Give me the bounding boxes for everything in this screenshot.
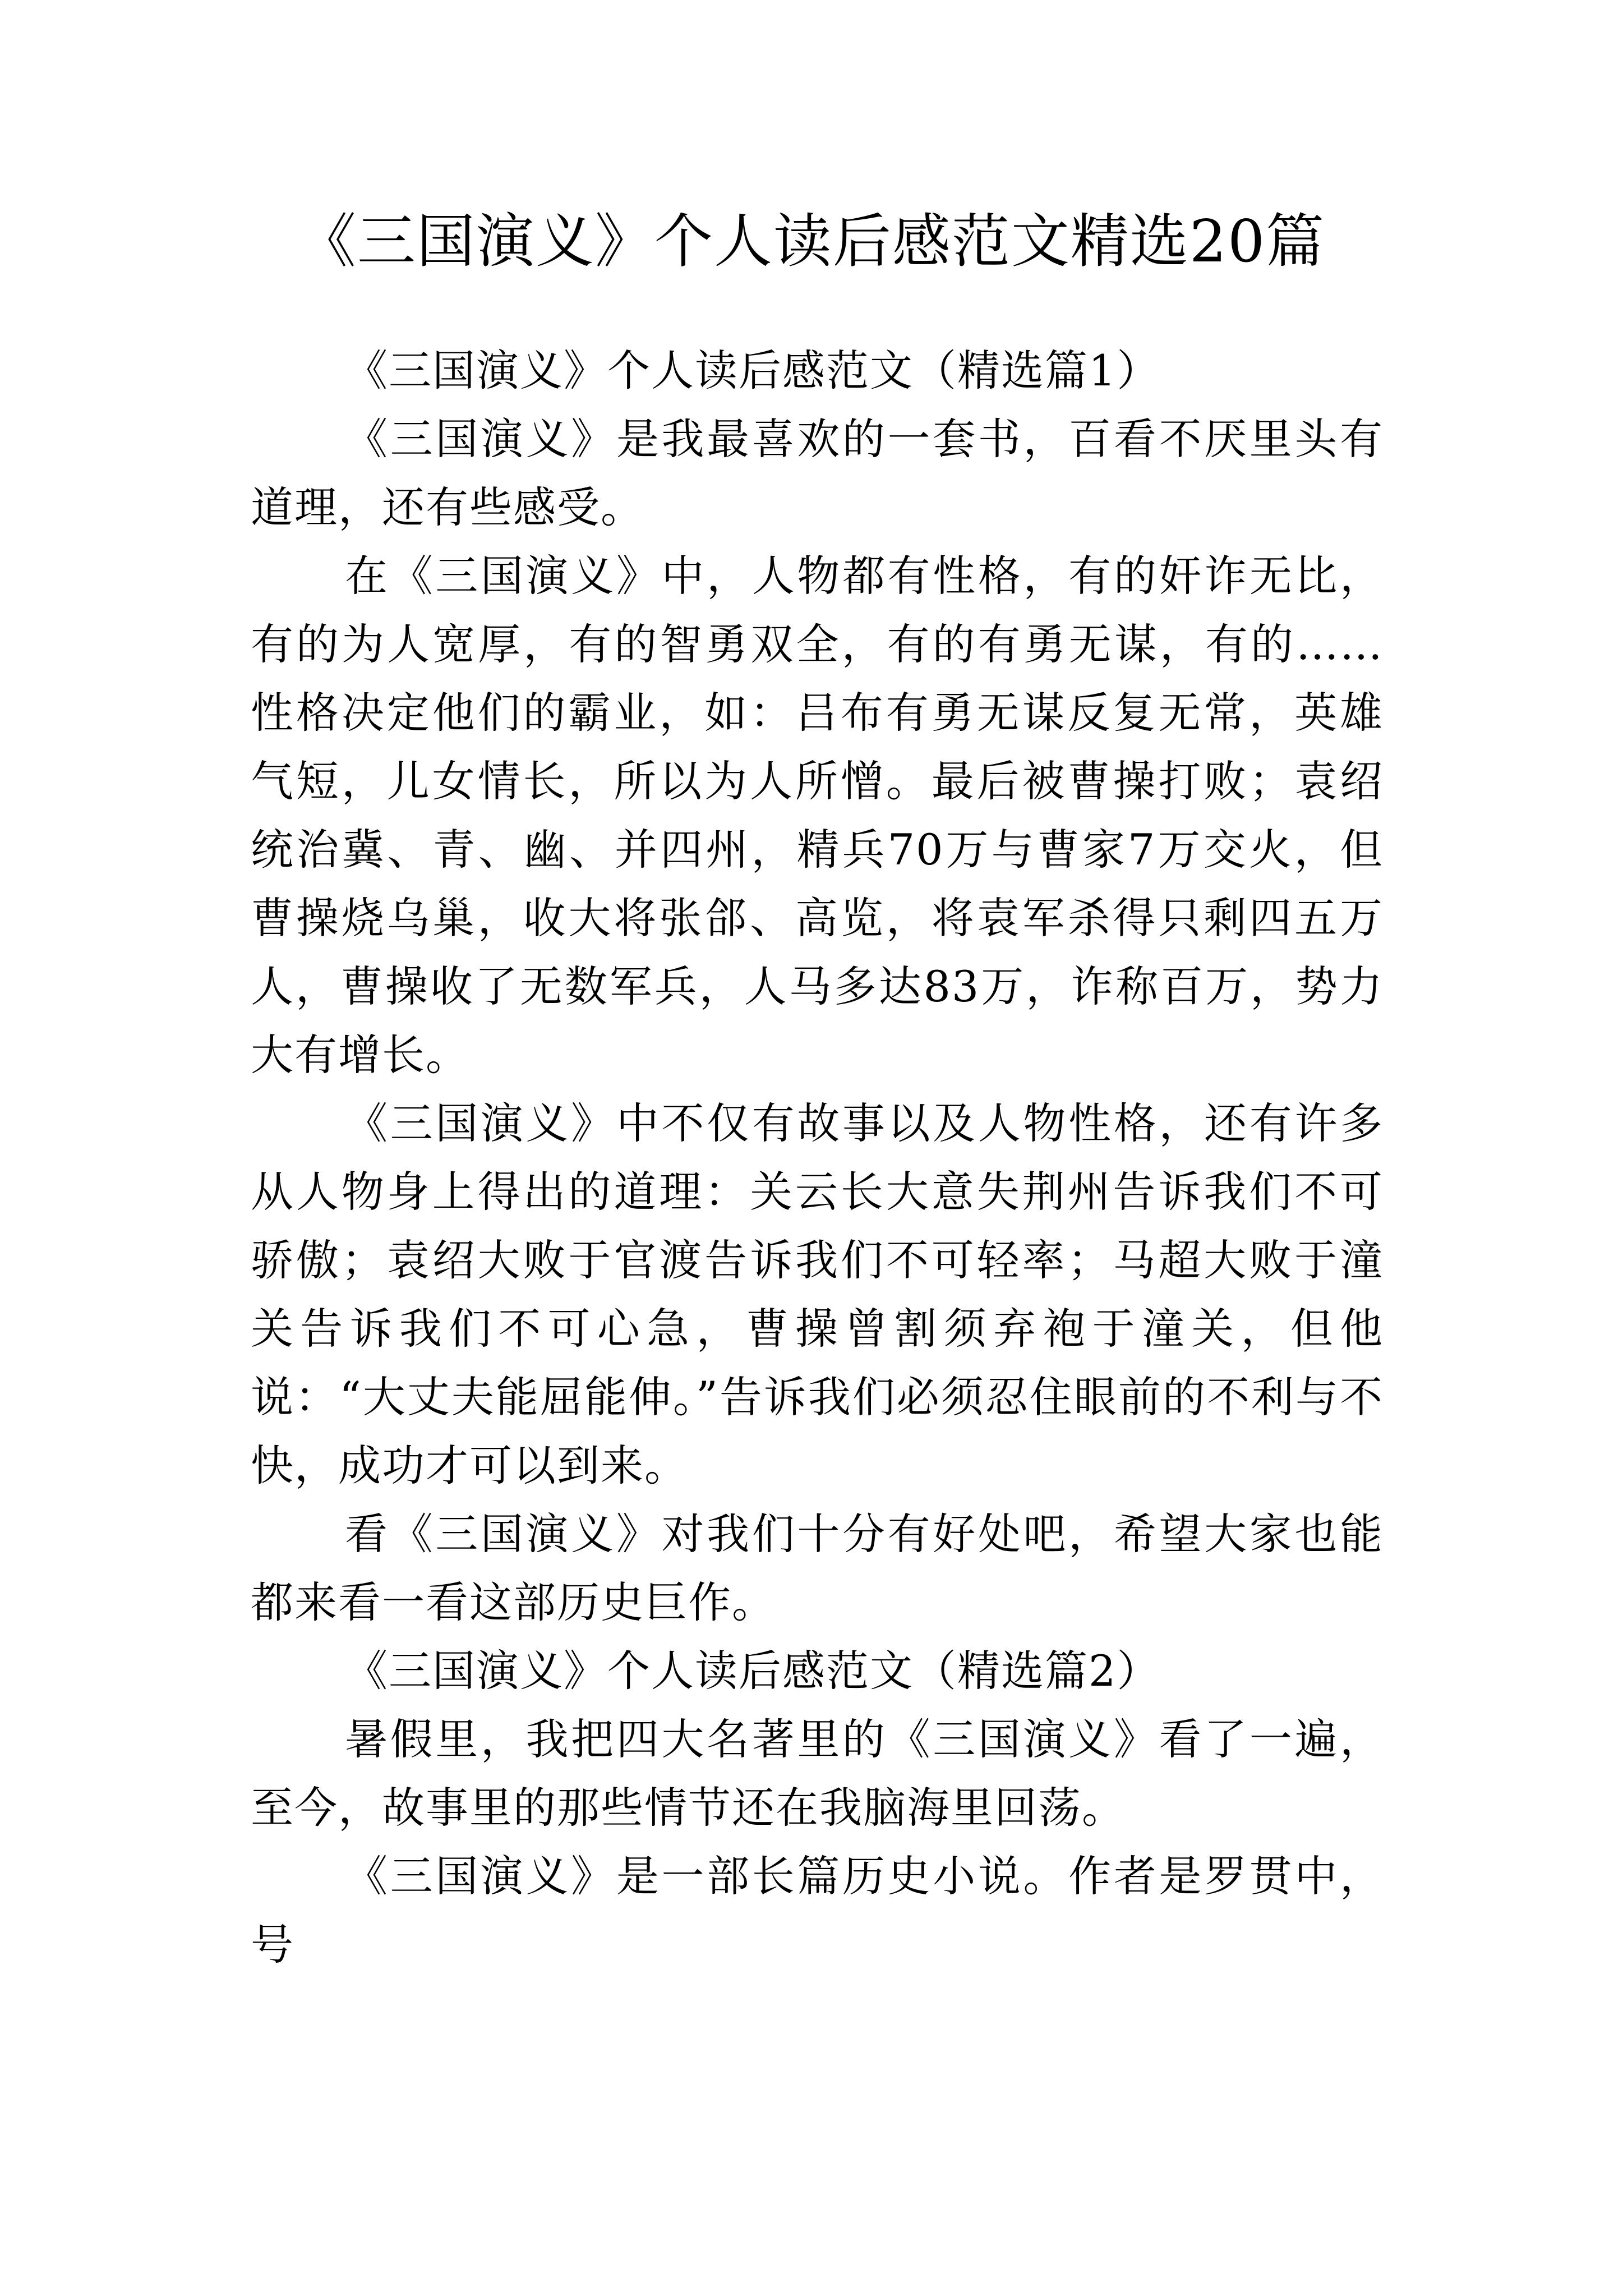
paragraph: 《三国演义》中不仅有故事以及人物性格，还有许多从人物身上得出的道理：关云长大意失荆州告诉我们不可骄傲；袁绍大败于官渡告诉我们不可轻率；马超大败于潼关告诉我们不可心急，曹操曾割须弃袍于潼关，但他说：“大丈夫能屈能伸。”告诉我们必须忍住眼前的不利与不快，成功才可以到来。 — [251, 1098, 1384, 1490]
paragraph: 在《三国演义》中，人物都有性格，有的奸诈无比，有的为人宽厚，有的智勇双全，有的有勇无谋，有的……性格决定他们的霸业，如：吕布有勇无谋反复无常，英雄气短，儿女情长，所以为人所憎。最后被曹操打败；袁绍统治冀、青、幽、并四州，精兵70万与曹家7万交火，但曹操烧乌巢，收大将张郃、高览，将袁军杀得只剩四五万人，曹操收了无数军兵，人马多达83万，诈称百万，势力大有增长。 — [251, 551, 1384, 1080]
document-body — [251, 337, 1384, 1979]
paragraph: 《三国演义》是我最喜欢的一套书，百看不厌里头有道理，还有些感受。 — [251, 414, 1384, 532]
paragraph: 暑假里，我把四大名著里的《三国演义》看了一遍，至今，故事里的那些情节还在我脑海里回荡。 — [251, 1714, 1384, 1833]
section-heading-1: 《三国演义》个人读后感范文（精选篇1） — [345, 346, 1161, 395]
paragraph: 看《三国演义》对我们十分有好处吧，希望大家也能都来看一看这部历史巨作。 — [251, 1509, 1384, 1627]
document-title: 《三国演义》个人读后感范文精选20篇 — [297, 207, 1326, 275]
section-heading-2: 《三国演义》个人读后感范文（精选篇2） — [345, 1646, 1161, 1696]
paragraph: 《三国演义》是一部长篇历史小说。作者是罗贯中，号 — [251, 1851, 1384, 1970]
